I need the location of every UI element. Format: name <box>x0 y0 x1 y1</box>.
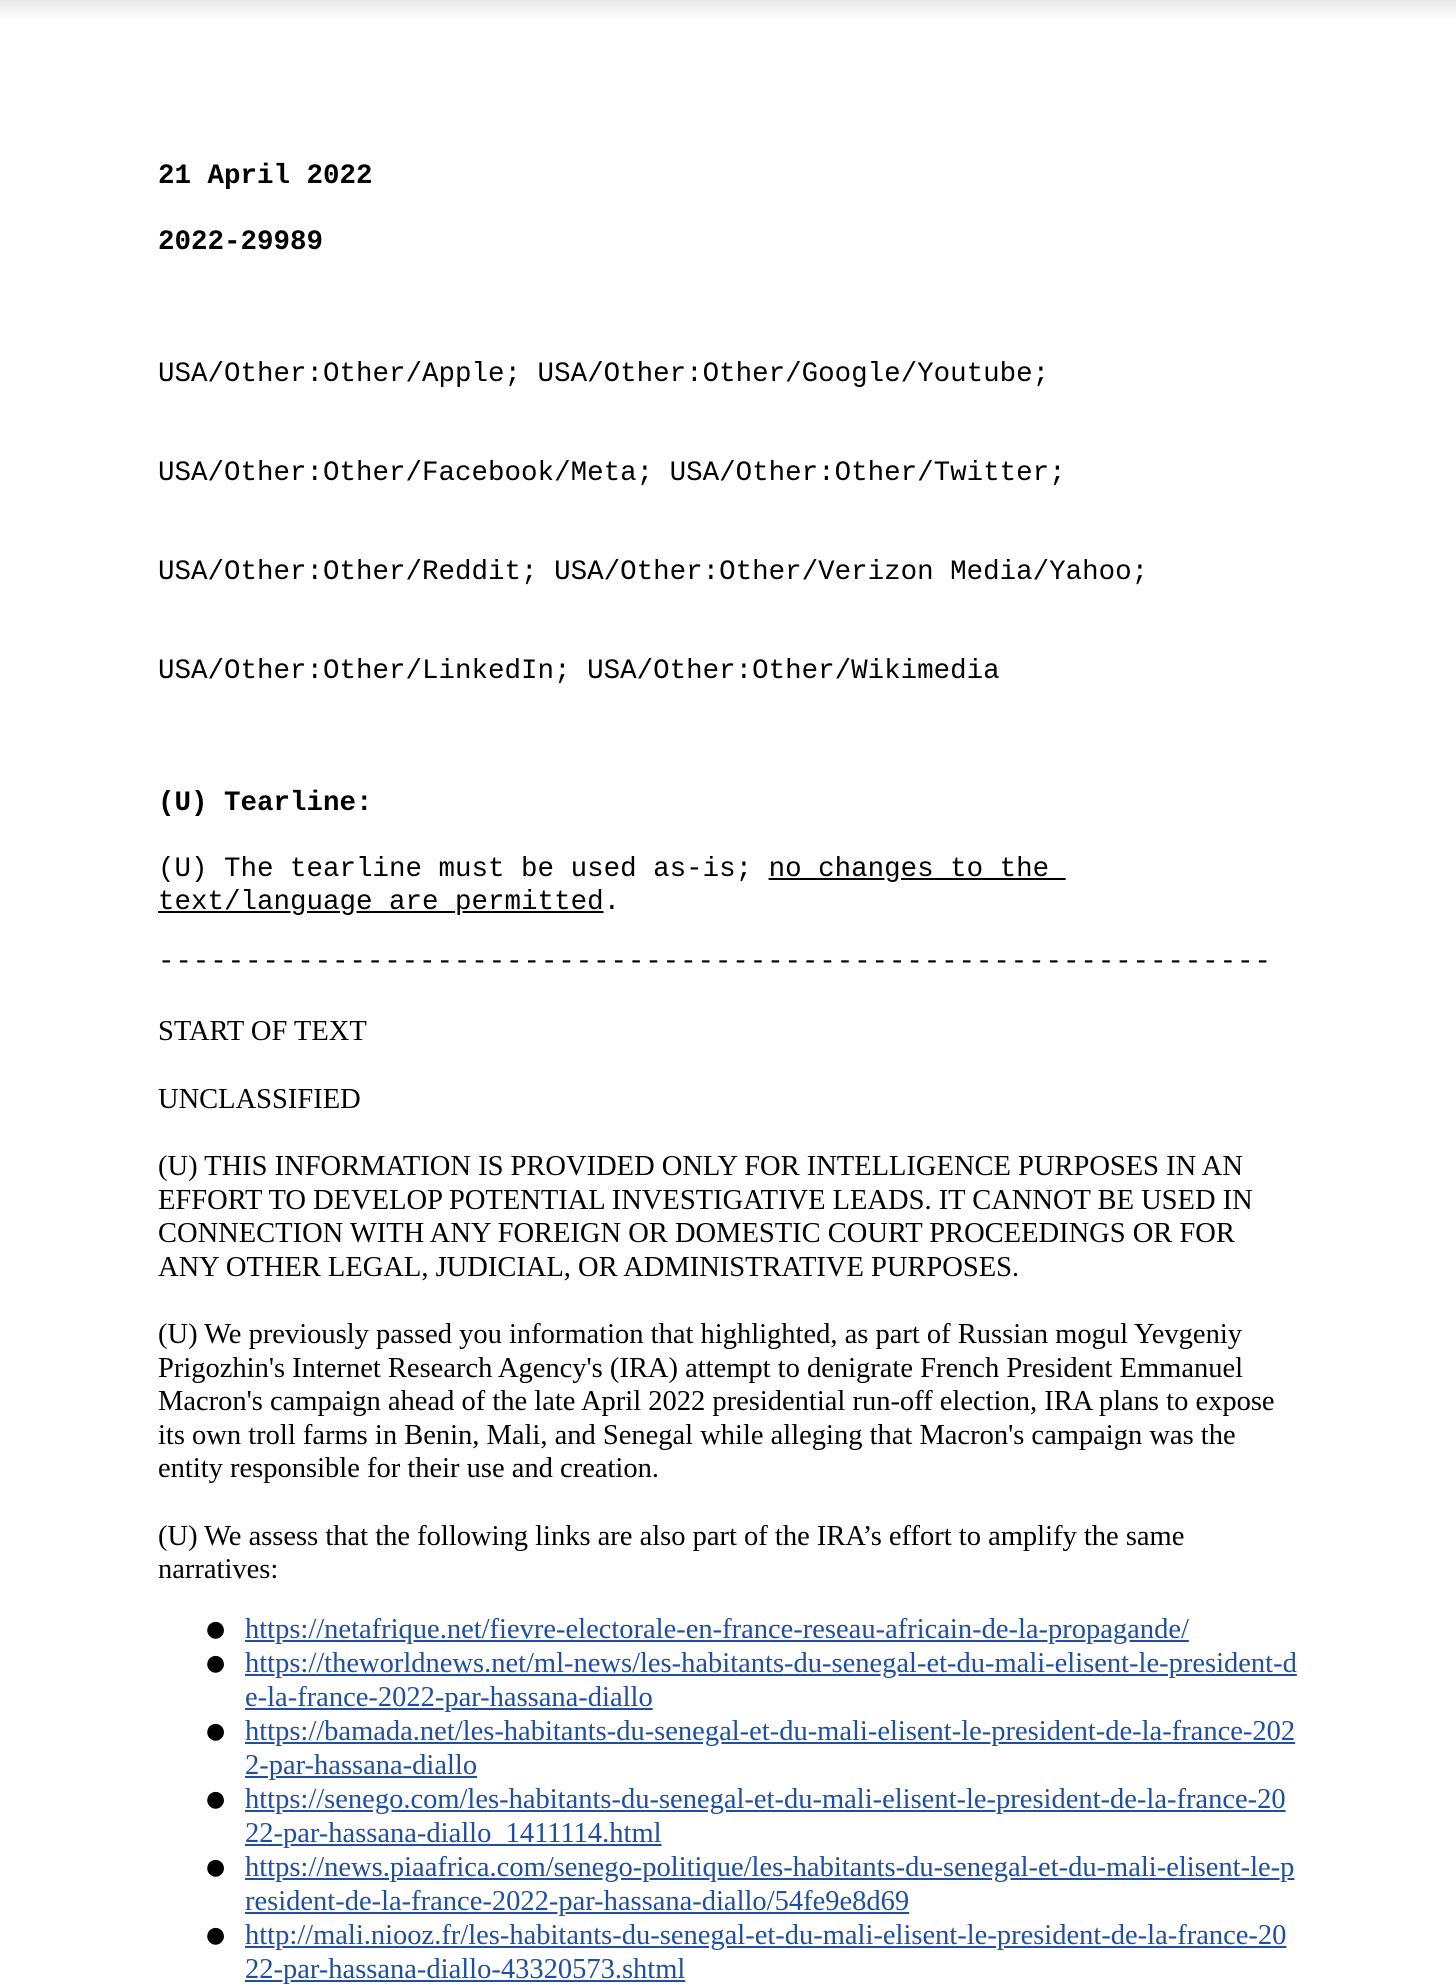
link[interactable]: http://mali.niooz.fr/les-habitants-du-senegal-et-du-mali-elisent-le-president-de-la-france-2022-par-hassana-diallo-43320573.shtml <box>245 1920 1287 1985</box>
link[interactable]: https://netafrique.net/fievre-electorale-en-france-reseau-africain-de-la-propagande/ <box>245 1613 1189 1645</box>
scan-top-edge <box>0 0 1456 22</box>
bullet-icon: ● <box>206 1787 226 1812</box>
list-item <box>158 1715 1298 1782</box>
tearline-suffix: . <box>603 887 621 918</box>
bullet-icon: ● <box>206 1923 226 1948</box>
document-id: 2022-29989 <box>158 227 324 258</box>
disclaimer-paragraph: (U) THIS INFORMATION IS PROVIDED ONLY FOR INTELLIGENCE PURPOSES IN AN EFFORT TO DEVELOP POTENTIAL INVESTIGATIVE LEADS. IT CANNOT BE USED IN CONNECTION WITH ANY FOREIGN OR DOMESTIC COURT PROCEEDINGS OR FOR ANY OTHER LEGAL, JUDICIAL, OR ADMINISTRATIVE PURPOSES. <box>158 1151 1253 1283</box>
classification-marking: UNCLASSIFIED <box>158 1083 361 1115</box>
document-page <box>158 160 1298 1987</box>
list-item <box>158 1647 1298 1714</box>
start-of-text: START OF TEXT <box>158 1016 367 1047</box>
bullet-icon: ● <box>206 1616 226 1642</box>
tag-line: USA/Other:Other/Reddit; USA/Other:Other/Verizon Media/Yahoo; <box>158 557 1149 588</box>
tearline-underlined-2: text/language are permitted <box>158 887 604 918</box>
tearline-underlined-1: no changes to the <box>768 854 1066 885</box>
link[interactable]: https://theworldnews.net/ml-news/les-habitants-du-senegal-et-du-mali-elisent-le-president-de-la-france-2022-par-hassana-diallo <box>245 1648 1297 1713</box>
link[interactable]: https://bamada.net/les-habitants-du-senegal-et-du-mali-elisent-le-president-de-la-france-2022-par-hassana-diallo <box>245 1716 1296 1781</box>
bullet-icon: ● <box>206 1719 226 1744</box>
document-date: 21 April 2022 <box>158 161 373 192</box>
assessment-paragraph: (U) We assess that the following links are also part of the IRA’s effort to amplify the same narratives: <box>158 1520 1185 1585</box>
body-paragraph: (U) We previously passed you information that highlighted, as part of Russian mogul Yevgeniy Prigozhin's Internet Research Agency's (IRA) attempt to denigrate French President Emmanuel Macron's campaign ahead of the late April 2022 presidential run-off election, IRA plans to expose its own troll farms in Benin, Mali, and Senegal while alleging that Macron's campaign was the entity responsible for their use and creation. <box>158 1319 1275 1484</box>
tearline-notice <box>158 853 1298 919</box>
tag-line: USA/Other:Other/LinkedIn; USA/Other:Other/Wikimedia <box>158 656 1000 687</box>
bullet-icon: ● <box>206 1651 226 1676</box>
list-item <box>158 1919 1298 1986</box>
divider-line: ---------------------------------------------------------------- <box>158 947 1272 978</box>
tag-line: USA/Other:Other/Apple; USA/Other:Other/Google/Youtube; <box>158 359 1050 390</box>
bullet-icon: ● <box>206 1855 226 1880</box>
list-item <box>158 1783 1298 1850</box>
list-item <box>158 1613 1298 1647</box>
tearline-prefix: (U) The tearline must be used as-is; <box>158 854 769 885</box>
link[interactable]: https://news.piaafrica.com/senego-politique/les-habitants-du-senegal-et-du-mali-elisent-le-president-de-la-france-2022-par-hassana-diallo/54fe9e8d69 <box>245 1852 1295 1917</box>
link[interactable]: https://senego.com/les-habitants-du-senegal-et-du-mali-elisent-le-president-de-la-france-2022-par-hassana-diallo_1411114.html <box>245 1784 1286 1849</box>
link-list <box>158 1613 1298 1987</box>
tag-line: USA/Other:Other/Facebook/Meta; USA/Other:Other/Twitter; <box>158 458 1066 489</box>
list-item <box>158 1851 1298 1918</box>
tearline-heading: (U) Tearline: <box>158 788 373 819</box>
tag-list <box>158 292 1298 754</box>
